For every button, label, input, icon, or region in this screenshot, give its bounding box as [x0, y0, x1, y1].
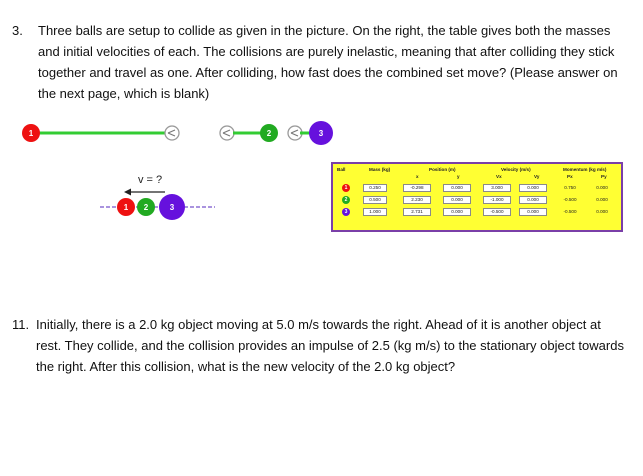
row-2-py: 0.000: [596, 197, 608, 202]
result-velocity-label: v = ?: [138, 174, 163, 186]
result-ball-2-label: 2: [143, 203, 149, 212]
header-mass: Mass (kg): [369, 167, 391, 172]
subheader-vy: Vy: [534, 174, 540, 179]
row-3-py: 0.000: [596, 209, 608, 214]
row-3-px: -0.500: [563, 209, 577, 214]
row-2-vy[interactable]: 0.000: [519, 196, 547, 204]
row-2-ball-dot: 2: [342, 196, 350, 204]
subheader-px: Px: [567, 174, 573, 179]
row-1-vx[interactable]: 3.000: [483, 184, 511, 192]
row-1-vy[interactable]: 0.000: [519, 184, 547, 192]
header-ball: Ball: [337, 167, 346, 172]
question-11-text: Initially, there is a 2.0 kg object moving at 5.0 m/s towards the right. Ahead of it is another object at rest. They collide, and the collision provides an impulse of 2.5 (kg m/s) to the stationary object towards the right. After this collision, what is the new velocity of the 2.0 kg object?: [36, 317, 624, 374]
row-1-x[interactable]: -0.298: [403, 184, 431, 192]
result-arrow-head-icon: [124, 189, 131, 196]
row-3-mass[interactable]: 1.000: [363, 208, 387, 216]
ball-2-velocity-handle: [220, 126, 234, 140]
row-2-y[interactable]: 0.000: [443, 196, 471, 204]
row-1-ball-dot: 1: [342, 184, 350, 192]
ball-2-label: 2: [266, 129, 272, 138]
row-2-mass[interactable]: 0.500: [363, 196, 387, 204]
row-3-vx[interactable]: -0.500: [483, 208, 511, 216]
subheader-y: y: [457, 174, 460, 179]
row-1-px: 0.750: [564, 185, 576, 190]
ball-3-label: 3: [318, 129, 324, 138]
row-2-vx[interactable]: -1.000: [483, 196, 511, 204]
ball-1-velocity-handle: [165, 126, 179, 140]
ball-3-velocity-handle: [288, 126, 302, 140]
result-ball-3-label: 3: [169, 203, 175, 212]
row-3-y[interactable]: 0.000: [443, 208, 471, 216]
result-ball-1-label: 1: [123, 203, 129, 212]
row-2-x[interactable]: 2.230: [403, 196, 431, 204]
header-velocity: Velocity (m/s): [501, 167, 531, 172]
subheader-vx: Vx: [496, 174, 502, 179]
question-3-number: 3.: [12, 23, 23, 38]
row-1-py: 0.000: [596, 185, 608, 190]
row-3-vy[interactable]: 0.000: [519, 208, 547, 216]
header-momentum: Momentum (kg m/s): [563, 167, 607, 172]
row-3-ball-dot: 3: [342, 208, 350, 216]
ball-data-table: [331, 162, 623, 232]
subheader-x: x: [416, 174, 419, 179]
header-position: Position (m): [429, 167, 456, 172]
row-1-mass[interactable]: 0.250: [363, 184, 387, 192]
question-3-text: Three balls are setup to collide as given in the picture. On the right, the table gives both the masses and initial velocities of each. The collisions are purely inelastic, meaning that after colliding they stick together and travel as one. After colliding, how fast does the combined set move? (Please answer on the next page, which is blank): [38, 23, 618, 101]
subheader-py: Py: [601, 174, 607, 179]
row-2-px: -0.500: [563, 197, 577, 202]
row-1-y[interactable]: 0.000: [443, 184, 471, 192]
row-3-x[interactable]: 2.731: [403, 208, 431, 216]
question-11-number: 11.: [12, 317, 30, 332]
ball-1-label: 1: [28, 129, 34, 138]
